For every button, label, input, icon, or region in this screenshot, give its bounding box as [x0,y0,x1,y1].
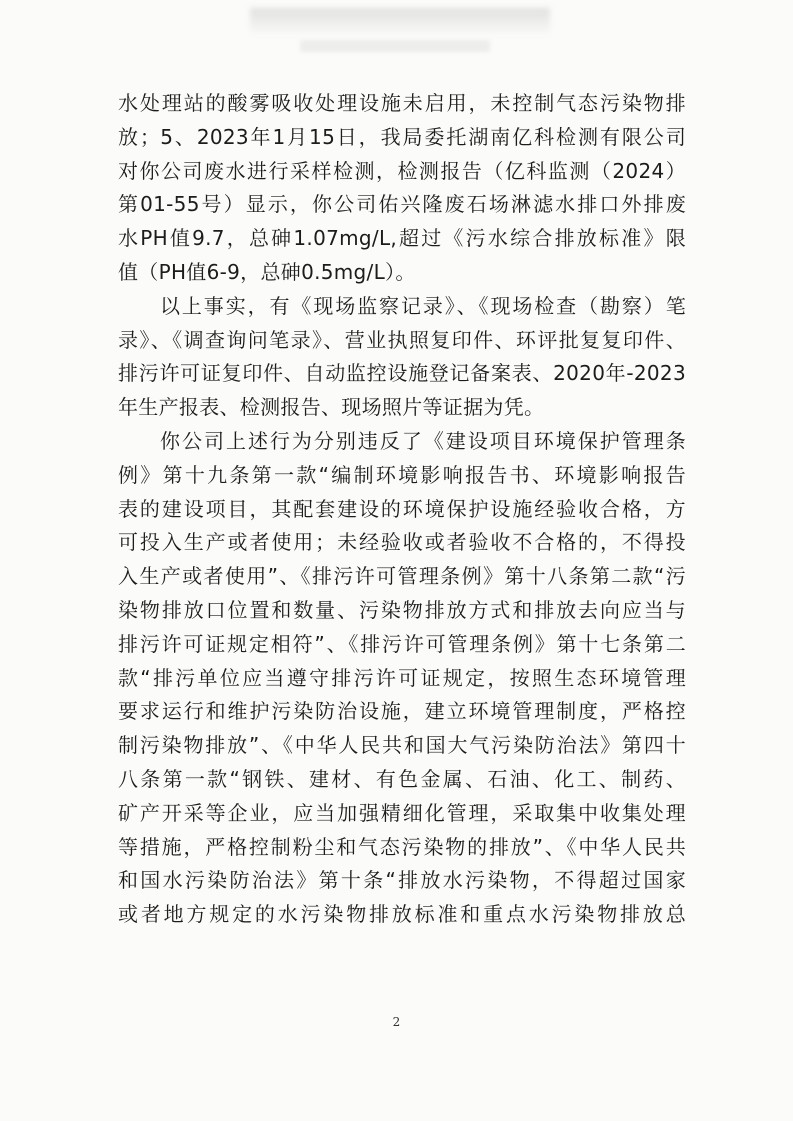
text-line: 矿产开采等企业，应当加强精细化管理，采取集中收集处理 [118,800,686,825]
text-line: 制污染物排放”、《中华人民共和国大气污染防治法》第四十 [118,733,686,758]
text-line: 可投入生产或者使用；未经验收或者验收不合格的，不得投 [118,530,686,555]
text-line: 年生产报表、检测报告、现场照片等证据为凭。 [118,395,545,420]
text-line: 要求运行和维护污染防治设施，建立环境管理制度，严格控 [118,699,686,724]
text-line: 对你公司废水进行采样检测，检测报告（亿科监测（2024） [118,158,686,183]
text-line: 值（PH值6-9，总砷0.5mg/L）。 [118,259,416,284]
text-line: 入生产或者使用”、《排污许可管理条例》第十八条第二款“污 [118,564,686,589]
text-line: 八条第一款“钢铁、建材、有色金属、石油、化工、制药、 [118,766,686,791]
text-line: 你公司上述行为分别违反了《建设项目环境保护管理条 [160,428,686,453]
scan-artifact [250,8,550,34]
text-line: 以上事实，有《现场监察记录》、《现场检查（勘察）笔 [160,293,686,318]
text-line: 等措施，严格控制粉尘和气态污染物的排放”、《中华人民共 [118,834,686,859]
text-line: 表的建设项目，其配套建设的环境保护设施经验收合格，方 [118,496,686,521]
text-line: 排污许可证复印件、自动监控设施登记备案表、2020年-2023 [118,361,686,386]
text-line: 款“排污单位应当遵守排污许可证规定，按照生态环境管理 [118,665,686,690]
text-line: 例》第十九条第一款“编制环境影响报告书、环境影响报告 [118,462,686,487]
text-line: 录》、《调查询问笔录》、营业执照复印件、环评批复复印件、 [118,327,686,352]
text-line: 第01-55号）显示，你公司佑兴隆废石场淋滤水排口外排废 [118,192,686,217]
scan-artifact [300,40,490,52]
text-line: 水PH值9.7，总砷1.07mg/L,超过《污水综合排放标准》限 [118,226,686,251]
text-line: 和国水污染防治法》第十条“排放水污染物，不得超过国家 [118,868,686,893]
body-text [118,87,686,932]
page-number: 2 [392,1015,401,1029]
text-line: 染物排放口位置和数量、污染物排放方式和排放去向应当与 [118,597,686,622]
text-line: 排污许可证规定相符”、《排污许可管理条例》第十七条第二 [118,631,686,656]
text-line: 放；5、2023年1月15日，我局委托湖南亿科检测有限公司 [118,124,686,149]
text-line: 水处理站的酸雾吸收处理设施未启用，未控制气态污染物排 [118,91,686,115]
text-line: 或者地方规定的水污染物排放标准和重点水污染物排放总 [118,902,686,927]
